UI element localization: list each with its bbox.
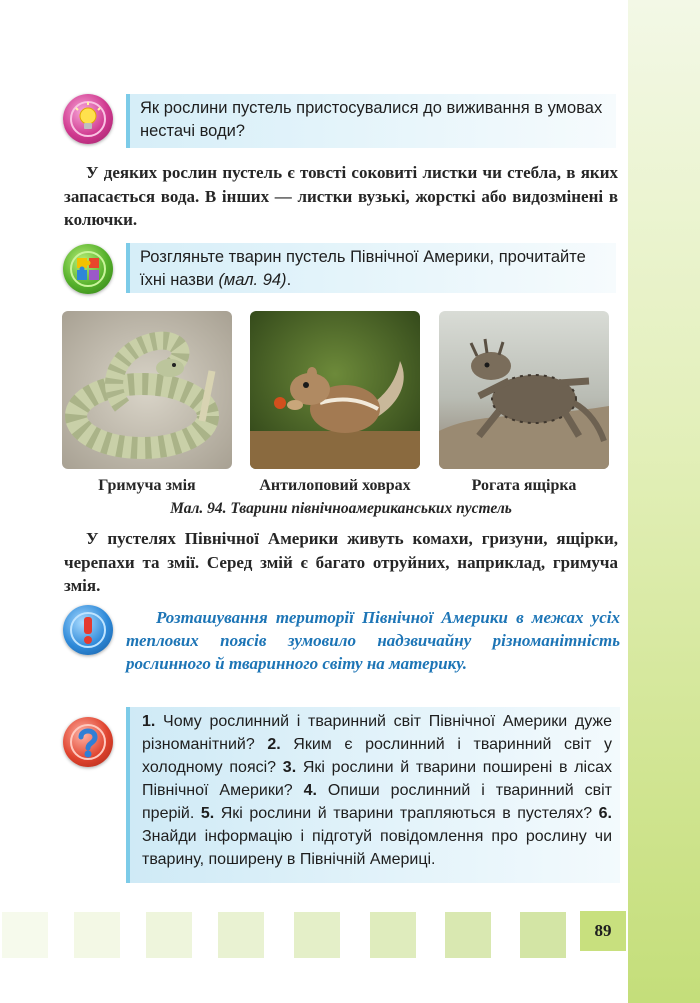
caption-horned-lizard: Рогата ящірка bbox=[471, 477, 577, 494]
horned-lizard-photo bbox=[439, 311, 609, 469]
question-number: 5. bbox=[200, 805, 215, 822]
question-number: 3. bbox=[282, 759, 297, 776]
puzzle-icon bbox=[63, 244, 113, 294]
question-text: Опиши рослинний і тваринний світ прерій. bbox=[142, 782, 613, 822]
figure-reference: (мал. 94) bbox=[218, 271, 287, 289]
page-edge-band bbox=[628, 0, 700, 1003]
question-number: 6. bbox=[598, 805, 612, 822]
question-number: 2. bbox=[267, 736, 281, 753]
task-callout-text: Розгляньте тварин пустель Північної Америки, прочитайте їхні назви bbox=[140, 248, 586, 289]
paragraph-plant-adaptation: У деяких рослин пустель є товсті соковиті листки чи стебла, в яких запасається вода. В інших — листки вузькі, жорсткі або видозмінені в колючки. bbox=[64, 163, 618, 229]
figure-caption: Мал. 94. Тварини північноамериканських пустель bbox=[170, 500, 512, 517]
exclamation-icon bbox=[63, 605, 113, 655]
caption-rattlesnake: Гримуча змія bbox=[98, 477, 196, 494]
question-text: Чому рослинний і тваринний світ Північної Америки дуже різноманітний? bbox=[142, 713, 612, 753]
task-callout: Розгляньте тварин пустель Північної Америки, прочитайте їхні назви (мал. 94). bbox=[126, 243, 616, 293]
question-number: 1. bbox=[142, 713, 156, 730]
question-callout-text: Як рослини пустель пристосувалися до виживання в умовах нестачі води? bbox=[140, 99, 603, 140]
paragraph-desert-animals: У пустелях Північної Америки живуть комахи, гризуни, ящірки, черепахи та змії. Серед змій є багато отруйних, наприклад, гримуча змія. bbox=[64, 529, 618, 595]
lightbulb-icon bbox=[63, 94, 113, 144]
page-number: 89 bbox=[580, 911, 626, 951]
caption-ground-squirrel: Антилоповий ховрах bbox=[259, 477, 411, 494]
question-number: 4. bbox=[303, 782, 317, 799]
question-text: Які рослини й тварини поширені в лісах Північної Америки? bbox=[142, 759, 613, 799]
important-note: Розташування території Північної Америки в межах усіх теплових поясів зумовило надзвичайну різноманітність рослинного й тваринного світу на материку. bbox=[126, 608, 620, 673]
rattlesnake-photo bbox=[62, 311, 232, 469]
question-callout bbox=[126, 94, 616, 148]
question-text: Які рослини й тварини трапляються в пустелях? bbox=[214, 805, 599, 822]
ground-squirrel-photo bbox=[250, 311, 420, 469]
question-text: Знайди інформацію і підготуй повідомлення про рослину чи тварину, поширену в Північній Америці. bbox=[142, 828, 612, 868]
question-icon bbox=[63, 717, 113, 767]
questions-block bbox=[126, 707, 620, 883]
question-text: Яким є рослинний і тваринний світ у холодному поясі? bbox=[142, 736, 612, 776]
